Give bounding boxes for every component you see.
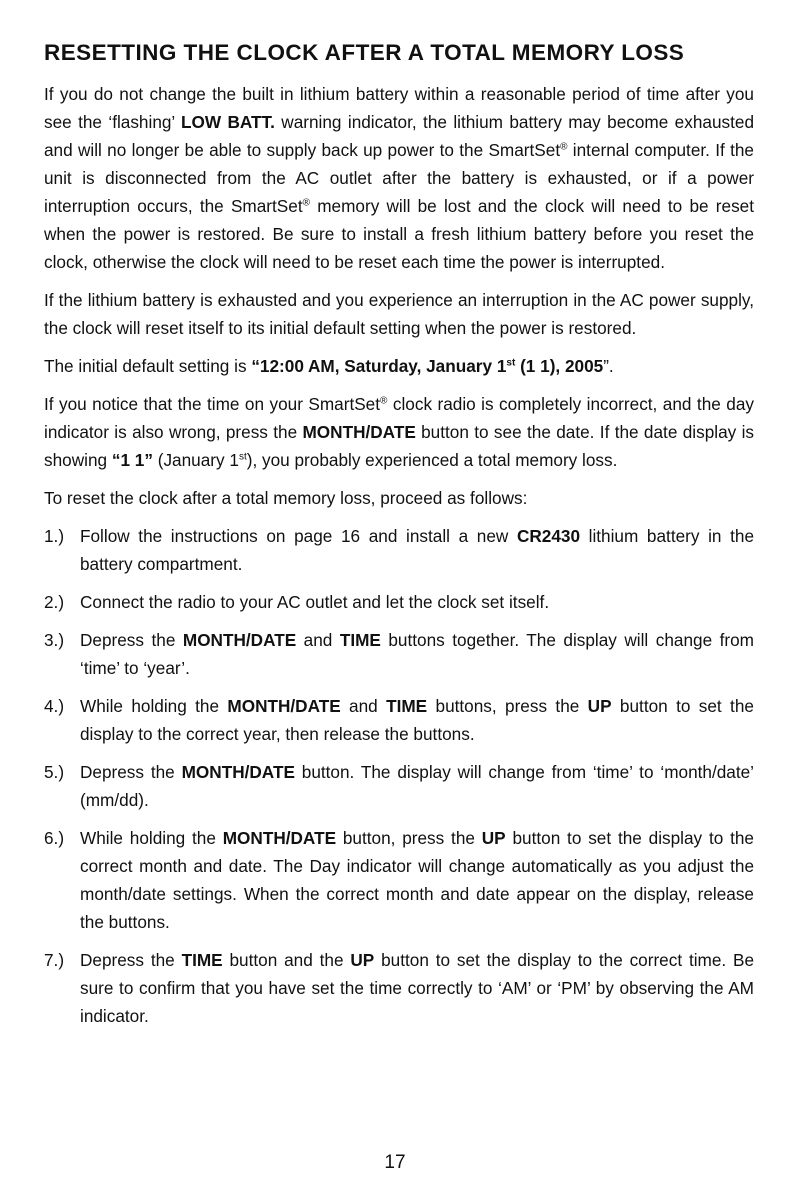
step-5: 5.) Depress the MONTH/DATE button. The display will change from ‘time’ to ‘month/date’ (mm/dd). — [44, 762, 755, 810]
manual-page — [44, 40, 754, 1040]
step-4: 4.) While holding the MONTH/DATE and TIME buttons, press the UP button to set the display to the correct year, then release the buttons. — [44, 696, 754, 744]
paragraph-low-battery: If you do not change the built in lithium battery within a reasonable period of time after you see the ‘flashing’ LOW BATT. warning indicator, the lithium battery may become exhausted and will no longer be able to supply back up power to the SmartSet® internal computer. If the unit is disconnected from the AC outlet after the battery is exhausted, or if a power interruption occurs, the SmartSet® memory will be lost and the clock will need to be reset when the power is restored. Be sure to install a fresh lithium battery before you reset the clock, otherwise the clock will need to be reset each time the power is interrupted. — [44, 84, 755, 272]
paragraph-memory-loss-check: If you notice that the time on your SmartSet® clock radio is completely incorrect, and the day indicator is also wrong, press the MONTH/DATE button to see the date. If the date display is showing “1 1” (January 1st), you probably experienced a total memory loss. — [44, 394, 754, 470]
reset-steps-list — [44, 522, 754, 1030]
paragraph-power-interruption: If the lithium battery is exhausted and you experience an interruption in the AC power supply, the clock will reset itself to its initial default setting when the power is restored. — [44, 290, 754, 338]
paragraph-default-setting: The initial default setting is “12:00 AM, Saturday, January 1st (1 1), 2005”. — [44, 356, 614, 376]
paragraph-proceed-intro: To reset the clock after a total memory loss, proceed as follows: — [44, 488, 528, 508]
page-number: 17 — [384, 1152, 406, 1173]
step-2: 2.) Connect the radio to your AC outlet and let the clock set itself. — [44, 592, 550, 612]
step-3: 3.) Depress the MONTH/DATE and TIME buttons together. The display will change from ‘time’ to ‘year’. — [44, 630, 754, 678]
step-6: 6.) While holding the MONTH/DATE button, press the UP button to set the display to the correct month and date. The Day indicator will change automatically as you adjust the month/date settings. When the correct month and date appear on the display, release the buttons. — [44, 828, 754, 932]
step-1: 1.) Follow the instructions on page 16 and install a new CR2430 lithium battery in the battery compartment. — [44, 526, 754, 574]
page-title: RESETTING THE CLOCK AFTER A TOTAL MEMORY LOSS — [44, 40, 685, 65]
step-7: 7.) Depress the TIME button and the UP button to set the display to the correct time. Be sure to confirm that you have set the time correctly to ‘AM’ or ‘PM’ by observing the AM indicator. — [44, 950, 755, 1026]
